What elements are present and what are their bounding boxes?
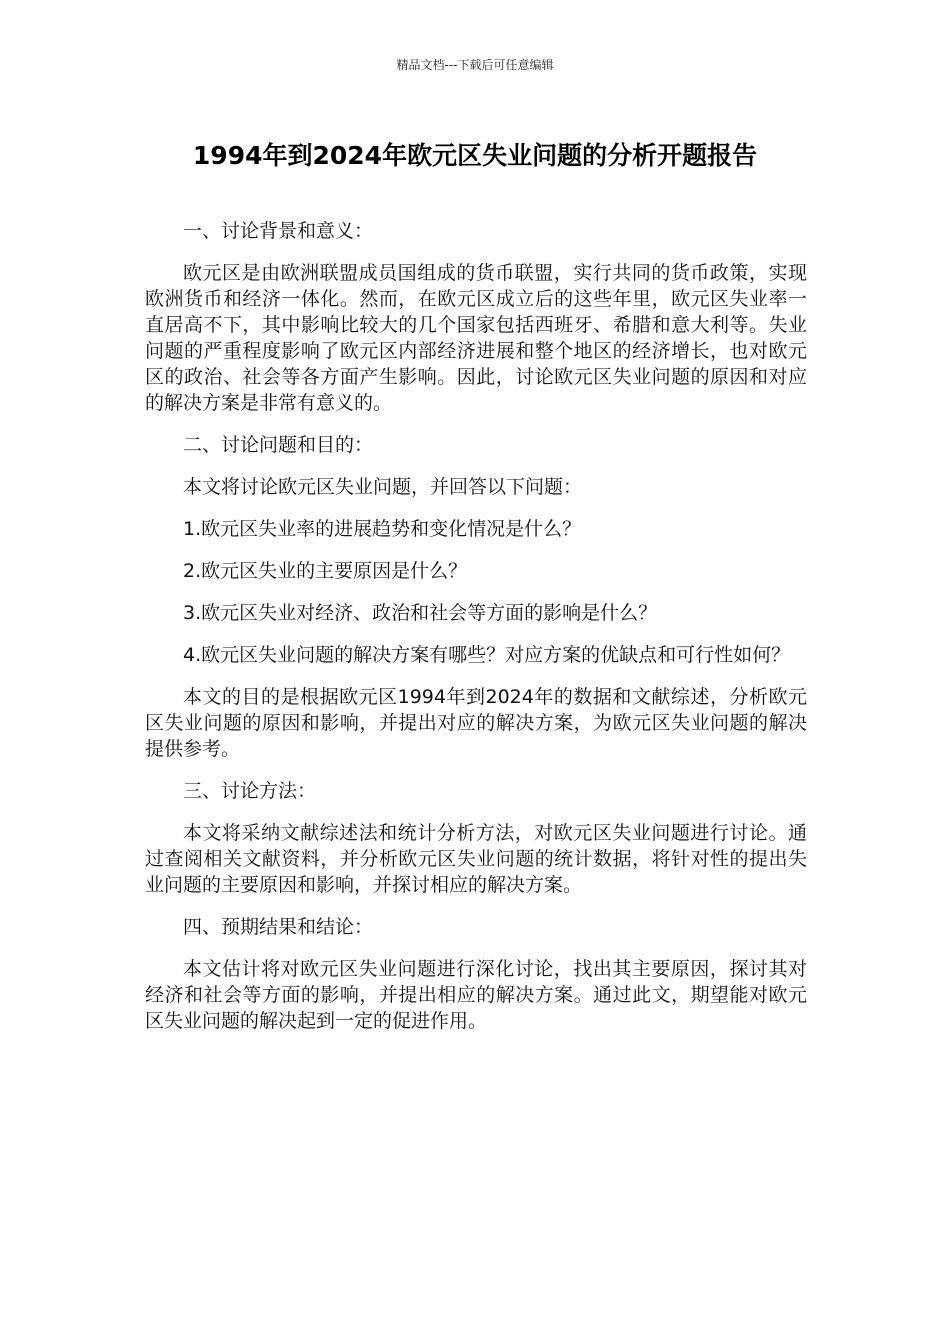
question-item-2: 2.欧元区失业的主要原因是什么？ — [183, 560, 468, 582]
paragraph-purpose: 本文的目的是根据欧元区1994年到2024年的数据和文献综述，分析欧元区失业问题的原因和影响，并提出对应的解决方案，为欧元区失业问题的解决提供参考。 — [145, 686, 807, 760]
section-heading-questions: 二、讨论问题和目的： — [183, 434, 374, 456]
paragraph-background: 欧元区是由欧洲联盟成员国组成的货币联盟，实行共同的货币政策，实现欧洲货币和经济一体化。然而，在欧元区成立后的这些年里，欧元区失业率一直居高不下，其中影响比较大的几个国家包括西班牙、希腊和意大利等。失业问题的严重程度影响了欧元区内部经济进展和整个地区的经济增长，也对欧元区的政治、社会等各方面产生影响。因此，讨论欧元区失业问题的原因和对应的解决方案是非常有意义的。 — [145, 262, 807, 414]
question-item-4: 4.欧元区失业问题的解决方案有哪些？对应方案的优缺点和可行性如何？ — [183, 644, 791, 666]
document-title: 1994年到2024年欧元区失业问题的分析开题报告 — [192, 141, 758, 170]
paragraph-methods: 本文将采纳文献综述法和统计分析方法，对欧元区失业问题进行讨论。通过查阅相关文献资料，并分析欧元区失业问题的统计数据，将针对性的提出失业问题的主要原因和影响，并探讨相应的解决方案。 — [145, 822, 807, 896]
section-heading-background: 一、讨论背景和意义： — [183, 220, 374, 242]
section-heading-results: 四、预期结果和结论： — [183, 916, 374, 938]
page-header: 精品文档---下载后可任意编辑 — [396, 58, 554, 72]
question-item-1: 1.欧元区失业率的进展趋势和变化情况是什么？ — [183, 518, 582, 540]
document-body — [145, 218, 807, 1050]
paragraph-questions-intro: 本文将讨论欧元区失业问题，并回答以下问题： — [183, 476, 583, 498]
section-heading-methods: 三、讨论方法： — [183, 780, 317, 802]
paragraph-results: 本文估计将对欧元区失业问题进行深化讨论，找出其主要原因，探讨其对经济和社会等方面的影响，并提出相应的解决方案。通过此文，期望能对欧元区失业问题的解决起到一定的促进作用。 — [145, 958, 807, 1032]
question-item-3: 3.欧元区失业对经济、政治和社会等方面的影响是什么？ — [183, 602, 658, 624]
